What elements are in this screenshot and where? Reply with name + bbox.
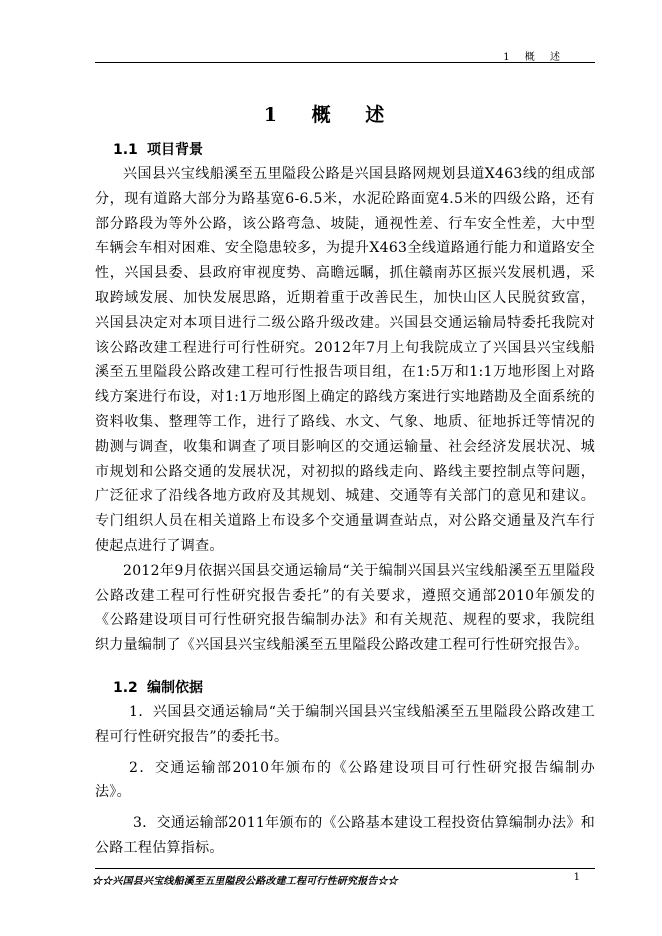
page-number: 1 [573, 872, 580, 883]
section-number: 1.1 [113, 142, 138, 158]
section-title: 项目背景 [147, 142, 203, 158]
running-header: 1 概 述 [503, 52, 566, 63]
list-item: 2．交通运输部2010年颁布的《公路建设项目可行性研究报告编制办法》。 [95, 759, 595, 801]
chapter-title: 1 概 述 [263, 104, 399, 126]
section-number: 1.2 [113, 680, 138, 696]
section-heading [95, 138, 595, 162]
footer-report-title: ☆☆兴国县兴宝线船溪至五里隘段公路改建工程可行性研究报告☆☆ [92, 876, 398, 887]
paragraph: 兴国县兴宝线船溪至五里隘段公路是兴国县路网规划县道X463线的组成部分，现有道路大部分为路基宽6-6.5米，水泥砼路面宽4.5米的四级公路，还有部分路段为等外公路，该公路弯急、坡陡，通视性差、行车安全性差，大中型车辆会车相对困难、安全隐患较多，为提升X463全线道路通行能力和道路安全性，兴国县委、县政府审视度势、高瞻远瞩，抓住赣南苏区振兴发展机遇，采取跨域发展、加快发展思路，近期着重于改善民生，加快山区人民脱贫致富，兴国县决定对本项目进行二级公路升级改建。兴国县交通运输局特委托我院对该公路改建工程进行可行性研究。2012年7月上旬我院成立了兴国县兴宝线船溪至五里隘段公路改建工程可行性报告项目组，在1:5万和1:1万地形图上对路线方案进行布设，对1:1万地形图上确定的路线方案进行实地踏勘及全面系统的资料收集、整理等工作，进行了路线、水文、气象、地质、征地拆迁等情况的勘测与调查，收集和调查了项目影响区的交通运输量、社会经济发展状况、城市规划和公路交通的发展状况，对初拟的路线走向、路线主要控制点等问题，广泛征求了沿线各地方政府及其规划、城建、交通等有关部门的意见和建议。专门组织人员在相关道路上布设多个交通量调查站点，对公路交通量及汽车行使起点进行了调查。 [95, 166, 595, 554]
header-divider [95, 62, 595, 63]
section-project-background [95, 138, 595, 658]
list-item: 3．交通运输部2011年颁布的《公路基本建设工程投资估算编制办法》和公路工程估算指标。 [95, 815, 595, 856]
section-heading [95, 676, 595, 700]
list-item: 1．兴国县交通运输局“关于编制兴国县兴宝线船溪至五里隘段公路改建工程可行性研究报告”的委托书。 [95, 704, 595, 745]
footer-divider [95, 868, 595, 869]
section-compilation-basis [95, 676, 595, 861]
paragraph: 2012年9月依据兴国县交通运输局“关于编制兴国县兴宝线船溪至五里隘段公路改建工程可行性研究报告委托”的有关要求，遵照交通部2010年颁发的《公路建设项目可行性研究报告编制办法》和有关规范、规程的要求，我院组织力量编制了《兴国县兴宝线船溪至五里隘段公路改建工程可行性研究报告》。 [95, 562, 595, 654]
section-title: 编制依据 [147, 680, 203, 696]
